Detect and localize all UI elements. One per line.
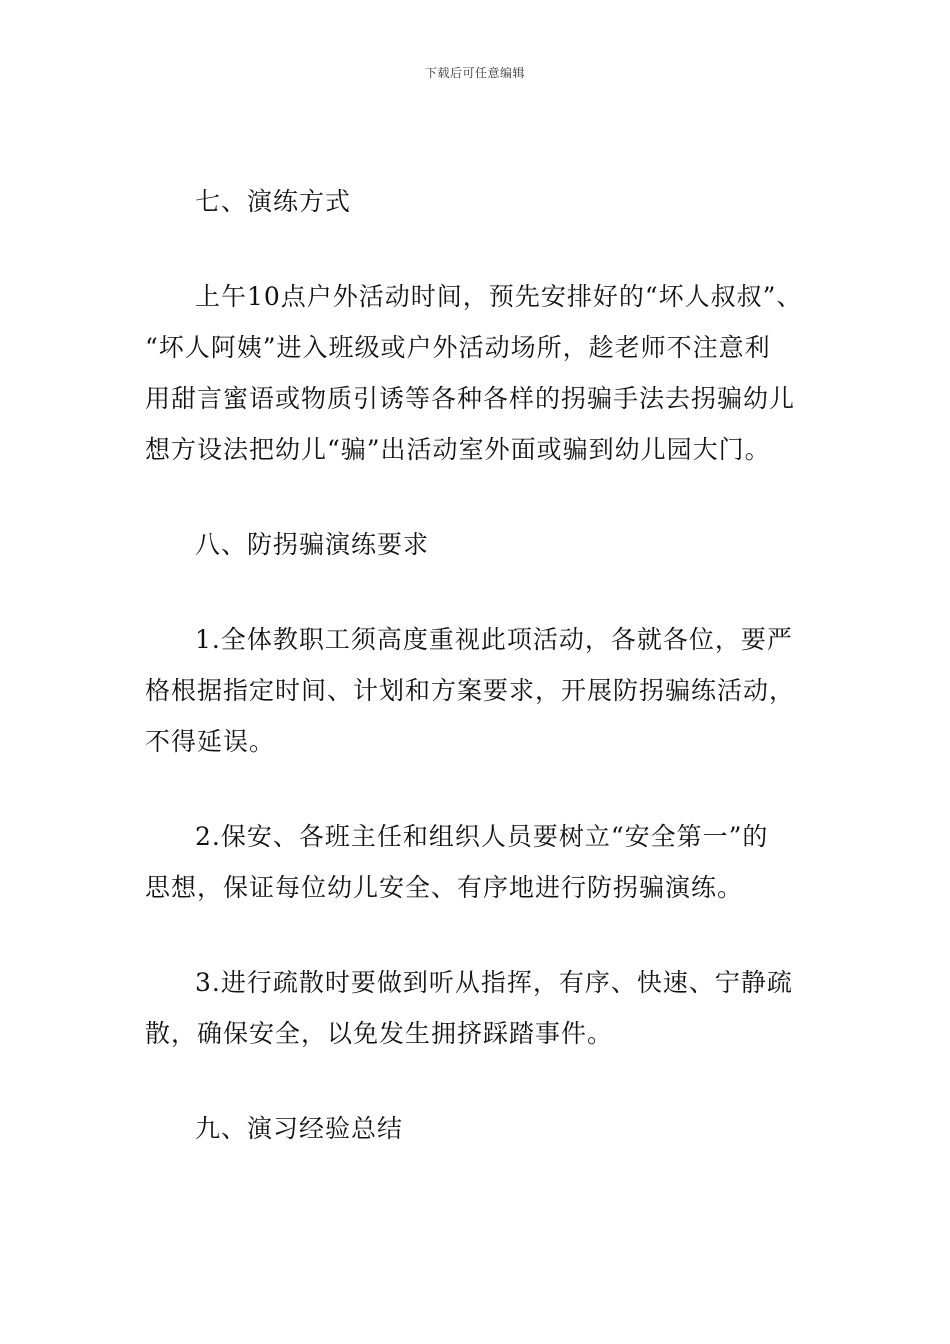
paragraph-line: 1.全体教职工须高度重视此项活动，各就各位，要严 xyxy=(195,625,793,654)
section-heading-7: 七、演练方式 xyxy=(195,187,352,216)
paragraph-line: “坏人阿姨”进入班级或户外活动场所，趁老师不注意利 xyxy=(145,333,771,362)
paragraph-requirement-1 xyxy=(145,614,810,767)
paragraph-line: 思想，保证每位幼儿安全、有序地进行防拐骗演练。 xyxy=(145,873,744,902)
paragraph-line: 2.保安、各班主任和组织人员要树立“安全第一”的 xyxy=(195,822,769,851)
paragraph-line: 上午10点户外活动时间，预先安排好的“坏人叔叔”、 xyxy=(195,282,803,311)
paragraph-line: 想方设法把幼儿“骗”出活动室外面或骗到幼儿园大门。 xyxy=(145,435,771,464)
paragraph-requirement-2 xyxy=(145,811,810,913)
paragraph-drill-method xyxy=(145,271,810,475)
page-header: 下载后可任意编辑 xyxy=(424,66,525,80)
document-body xyxy=(145,176,810,1198)
section-heading-8: 八、防拐骗演练要求 xyxy=(195,530,430,559)
paragraph-line: 散，确保安全，以免发生拥挤踩踏事件。 xyxy=(145,1019,614,1048)
paragraph-line: 用甜言蜜语或物质引诱等各种各样的拐骗手法去拐骗幼儿 xyxy=(145,384,796,413)
paragraph-line: 不得延误。 xyxy=(145,727,276,756)
paragraph-line: 格根据指定时间、计划和方案要求，开展防拐骗练活动， xyxy=(145,676,796,705)
section-heading-9: 九、演习经验总结 xyxy=(195,1114,404,1143)
paragraph-requirement-3 xyxy=(145,957,810,1059)
paragraph-line: 3.进行疏散时要做到听从指挥，有序、快速、宁静疏 xyxy=(195,968,793,997)
